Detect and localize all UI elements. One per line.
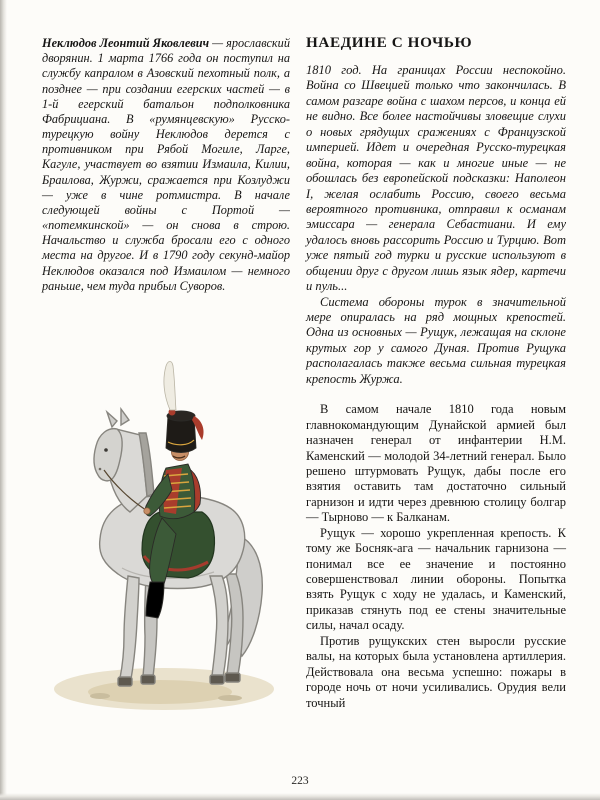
right-column	[306, 34, 566, 727]
article-paragraph: В самом начале 1810 года новым главнокомандующим Дунайской армией был назначен генерал от инфантерии Н.М. Каменский — молодой 34-летний генерал. Было решено штурмовать Рущук, дабы после его взятия оставить там достаточно сильный гарнизон и идти через древнюю столицу болгар — Тырново — к Балканам.	[306, 402, 566, 525]
bio-paragraph	[42, 36, 290, 294]
hussar-illustration	[42, 304, 290, 727]
ground	[54, 668, 274, 710]
bio-name: Неклюдов Леонтий Яковлевич	[42, 36, 210, 50]
article-paragraph: Против рущукских стен выросли русские валы, на которых была установлена артиллерия. Действовала она весьма успешно: пожары в городе ночь от ночи усиливались. Орудия вели точный	[306, 633, 566, 710]
article-paragraph: Рущук — хорошо укрепленная крепость. К тому же Босняк-ага — начальник гарнизона — понимал все ее значение и постоянно совершенствовал линии обороны. Попытка взять Рущук с ходу не удалась, и Каменский, приказав стянуть под ее стены значительные силы, начал осаду.	[306, 525, 566, 633]
article-paragraph: Система обороны турок в значительной мере опиралась на ряд мощных крепостей. Одна из основных — Рущук, лежащая на склоне крутых гор у самого Дуная. Против Рущука располагалась также весьма сильная турецкая крепость Журжа.	[306, 294, 566, 386]
bio-text: — ярославский дворянин. 1 марта 1766 года он поступил на службу капралом в Азовский пехотный полк, а позднее — при создании егерских частей — в 1-й егерский батальон подполковника Фабрициана. В «румянцевскую» Русско-турецкую войну Неклюдов дерется с противником при Рябой Могиле, Ларге, Кагуле, участвует во взятии Измаила, Килии, Браилова, Журжи, сражается при Козлуджи — уже в чине ротмистра. В начале следующей войны с Портой — «потемкинской» — он снова в строю. Начальство и служба бросали его с одного места на другое. И в 1790 году секунд-майор Неклюдов оказался под Измаилом — немного раньше, чем туда прибыл Суворов.	[42, 36, 290, 293]
chapter-title: НАЕДИНЕ С НОЧЬЮ	[306, 34, 473, 51]
hussar-illustration-svg	[42, 304, 290, 722]
article-paragraph: 1810 год. На границах России неспокойно. Война со Швецией только что закончилась. В самом разгаре война с шахом персов, и конца ей не видно. Все более настойчивы зловещие слухи о новых грядущих сражениях с Французской империей. Идет и очередная Русско-турецкая война, которая — как и многие иные — не обошлась без европейской подсказки: Наполеон I, желая ослабить Россию, своего весьма вероятного противника, отправил к османам эмиссара — генерала Себастиани. И ему удалось вновь рассорить Россию и Турцию. Вот уже пятый год турки и русские используют в общении друг с другом лишь язык ядер, картечи и пуль...	[306, 63, 566, 294]
page-number: 223	[291, 775, 309, 787]
left-column	[42, 34, 290, 727]
two-column-layout	[42, 34, 566, 727]
